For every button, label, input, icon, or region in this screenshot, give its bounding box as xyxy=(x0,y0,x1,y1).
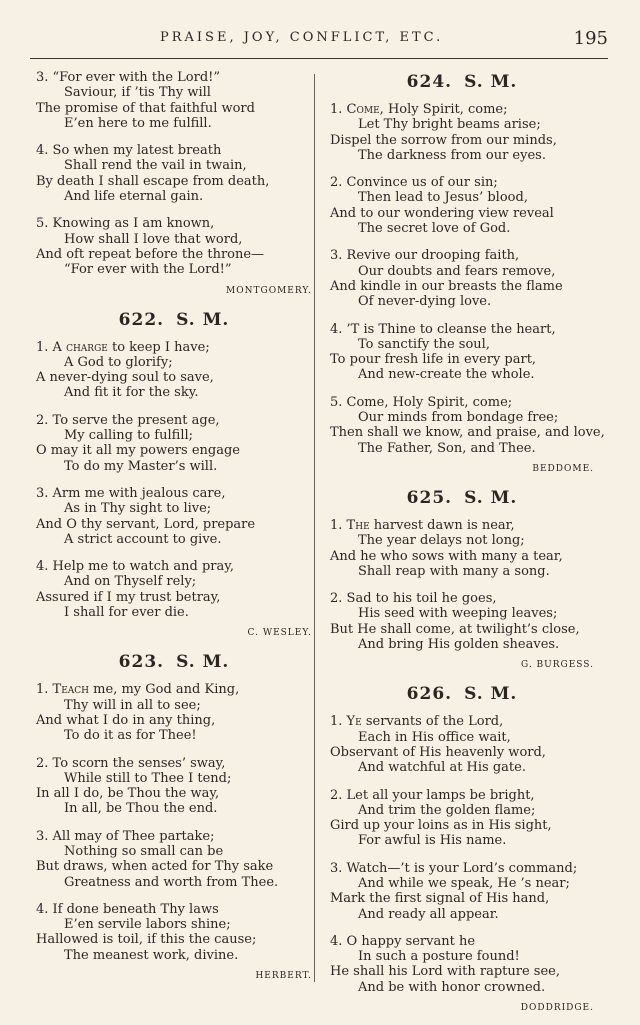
first-word: A charge xyxy=(52,339,108,355)
verse-line: The meanest work, divine. xyxy=(64,947,239,963)
stanza xyxy=(330,714,594,775)
stanza xyxy=(36,413,312,474)
verse-line: And kindle in our breasts the flame xyxy=(330,278,563,294)
verse-line: And on Thyself rely; xyxy=(64,574,197,590)
verse-line: Then shall we know, and praise, and love, xyxy=(330,425,605,441)
stanza-number: 1. xyxy=(36,339,49,355)
hymn-625 xyxy=(330,486,594,672)
author-attribution: G. BURGESS. xyxy=(520,660,594,671)
verse-line: To do it as for Thee! xyxy=(64,728,197,744)
stanza xyxy=(330,102,594,163)
verse-line: While still to Thee I tend; xyxy=(64,770,232,786)
hymn-number: 623. xyxy=(118,652,165,673)
verse-line: A God to glorify; xyxy=(64,354,173,370)
author-attribution: DODDRIDGE. xyxy=(520,1003,594,1014)
verse-line: Then lead to Jesus’ blood, xyxy=(358,190,528,206)
verse-line: How shall I love that word, xyxy=(64,231,243,247)
stanza xyxy=(330,248,594,309)
header-rule xyxy=(30,58,608,59)
verse-line: Thy will in all to see; xyxy=(64,697,201,713)
verse-line: “For ever with the Lord!” xyxy=(64,262,232,278)
first-line-rest: to keep I have; xyxy=(111,339,210,355)
author-attribution: MONTGOMERY. xyxy=(226,285,312,296)
verse-line: But He shall come, at twilight’s close, xyxy=(330,621,580,637)
verse-line: And trim the golden flame; xyxy=(358,802,536,818)
stanza xyxy=(36,70,312,131)
verse-line: Let Thy bright beams arise; xyxy=(358,117,541,133)
verse-line: Greatness and worth from Thee. xyxy=(64,874,279,890)
verse-line: In all I do, be Thou the way, xyxy=(36,786,220,802)
verse-line: Observant of His heavenly word, xyxy=(330,744,546,760)
verse-line: A never-dying soul to save, xyxy=(36,370,214,386)
verse-line: 5. Come, Holy Spirit, come; xyxy=(330,394,513,410)
first-line-rest: servants of the Lord, xyxy=(365,714,504,730)
verse-line: Shall rend the vail in twain, xyxy=(64,158,247,174)
verse-line: 2. To scorn the senses’ sway, xyxy=(36,755,226,771)
stanza xyxy=(36,829,312,890)
running-title: PRAISE, JOY, CONFLICT, ETC. xyxy=(160,30,444,45)
left-column xyxy=(36,70,312,993)
verse-line: 2. To serve the present age, xyxy=(36,412,220,428)
verse-line: The promise of that faithful word xyxy=(36,100,255,116)
verse-line: E’en servile labors shine; xyxy=(64,917,231,933)
verse-line: 3. Watch—’t is your Lord’s command; xyxy=(330,860,578,876)
verse-line: The year delays not long; xyxy=(358,533,525,549)
stanza xyxy=(330,861,594,922)
hymn-number: 625. xyxy=(406,487,453,508)
verse-line: Shall reap with many a song. xyxy=(358,563,550,579)
verse-line: A strict account to give. xyxy=(64,531,222,547)
verse-line: The secret love of God. xyxy=(358,221,511,237)
verse-line: 3. “For ever with the Lord!” xyxy=(36,70,221,85)
verse-line: The Father, Son, and Thee. xyxy=(358,440,536,456)
verse-line: 3. Arm me with jealous care, xyxy=(36,485,226,501)
stanza-number: 1. xyxy=(330,102,343,117)
verse-line: And fit it for the sky. xyxy=(64,385,199,401)
verse-line: 4. O happy servant he xyxy=(330,933,476,949)
verse-line: Hallowed is toil, if this the cause; xyxy=(36,932,257,948)
verse-line: Of never-dying love. xyxy=(358,294,492,310)
stanza-number: 1. xyxy=(330,517,343,533)
verse-line: Assured if I my trust betray, xyxy=(36,589,221,605)
verse-line: 4. Help me to watch and pray, xyxy=(36,559,235,575)
author-attribution: BEDDOME. xyxy=(532,463,594,474)
verse-line: 2. Let all your lamps be bright, xyxy=(330,787,535,803)
hymn-622 xyxy=(36,308,312,641)
hymn-meter: S. M. xyxy=(176,652,230,673)
verse-line xyxy=(36,682,312,697)
page-header xyxy=(0,28,640,54)
verse-line: To do my Master’s will. xyxy=(64,458,218,474)
stanza xyxy=(330,788,594,849)
stanza xyxy=(36,216,312,277)
hymn-624 xyxy=(330,70,605,476)
hymn-title xyxy=(36,308,312,332)
verse-line: And to our wondering view reveal xyxy=(330,205,554,221)
verse-line: And what I do in any thing, xyxy=(36,712,216,728)
page-number: 195 xyxy=(573,28,608,49)
verse-line: Our minds from bondage free; xyxy=(358,410,559,426)
verse-line: Our doubts and fears remove, xyxy=(358,263,556,279)
verse-line: And be with honor crowned. xyxy=(358,979,546,995)
hymn-623 xyxy=(36,650,312,983)
first-word: Ye xyxy=(346,714,362,730)
verse-line: To pour fresh life in every part, xyxy=(330,352,537,368)
stanza xyxy=(330,934,594,995)
verse-line: And new-create the whole. xyxy=(358,367,535,383)
stanza xyxy=(330,394,605,456)
verse-line: 3. Revive our drooping faith, xyxy=(330,248,520,264)
verse-line: Saviour, if ’tis Thy will xyxy=(64,85,211,101)
right-column xyxy=(330,70,605,1025)
hymn-meter: S. M. xyxy=(464,684,518,705)
verse-line: And O thy servant, Lord, prepare xyxy=(36,516,256,532)
stanza xyxy=(36,902,312,963)
verse-line: E’en here to me fulfill. xyxy=(64,115,212,131)
verse-line: 2. Convince us of our sin; xyxy=(330,175,498,191)
hymn-meter: S. M. xyxy=(464,72,518,92)
hymn-626 xyxy=(330,682,594,1015)
verse-line: And ready all appear. xyxy=(358,906,499,922)
verse-line xyxy=(36,340,312,355)
first-line-rest: me, my God and King, xyxy=(93,682,240,698)
verse-line: To sanctify the soul, xyxy=(358,336,490,352)
stanza xyxy=(36,340,312,401)
verse-line: As in Thy sight to live; xyxy=(64,501,212,517)
stanza xyxy=(36,682,312,743)
verse-line: I shall for ever die. xyxy=(64,605,189,621)
verse-line: 2. Sad to his toil he goes, xyxy=(330,591,497,607)
verse-line: My calling to fulfill; xyxy=(64,428,194,444)
stanza-number: 1. xyxy=(36,682,49,698)
verse-line xyxy=(330,518,594,533)
verse-line: His seed with weeping leaves; xyxy=(358,606,558,622)
verse-line: Each in His office wait, xyxy=(358,729,511,745)
verse-line: And life eternal gain. xyxy=(64,189,204,205)
verse-line: But draws, when acted for Thy sake xyxy=(36,859,274,875)
column-divider xyxy=(314,74,315,982)
stanza xyxy=(330,322,594,383)
stanza-number: 1. xyxy=(330,714,343,730)
first-line-rest: harvest dawn is near, xyxy=(373,517,515,533)
verse-line: He shall his Lord with rapture see, xyxy=(330,964,560,980)
verse-line: And oft repeat before the throne— xyxy=(36,246,265,262)
hymn-621-continued xyxy=(36,70,312,298)
stanza xyxy=(330,518,594,579)
verse-line xyxy=(330,102,594,117)
verse-line: 3. All may of Thee partake; xyxy=(36,828,215,844)
hymn-title xyxy=(330,70,594,94)
verse-line: By death I shall escape from death, xyxy=(36,173,270,189)
hymn-title xyxy=(36,650,312,674)
verse-line: The darkness from our eyes. xyxy=(358,147,546,163)
verse-line: 4. If done beneath Thy laws xyxy=(36,901,219,917)
verse-line: 4. ’T is Thine to cleanse the heart, xyxy=(330,321,556,337)
hymn-title xyxy=(330,682,594,706)
hymn-number: 624. xyxy=(406,72,453,92)
verse-line: Dispel the sorrow from our minds, xyxy=(330,132,557,148)
verse-line: In all, be Thou the end. xyxy=(64,801,218,817)
hymn-number: 626. xyxy=(406,684,453,705)
verse-line: O may it all my powers engage xyxy=(36,443,241,459)
verse-line: And bring His golden sheaves. xyxy=(358,637,560,653)
verse-line: Mark the first signal of His hand, xyxy=(330,891,550,907)
stanza xyxy=(36,756,312,817)
verse-line: 5. Knowing as I am known, xyxy=(36,216,215,232)
first-line-rest: Holy Spirit, come; xyxy=(387,102,508,117)
verse-line: Gird up your loins as in His sight, xyxy=(330,818,552,834)
stanza xyxy=(330,591,594,652)
first-word: The xyxy=(346,517,370,533)
hymn-meter: S. M. xyxy=(176,309,230,330)
verse-line: In such a posture found! xyxy=(358,949,520,965)
stanza xyxy=(36,143,312,204)
hymn-meter: S. M. xyxy=(464,487,518,508)
author-attribution: HERBERT. xyxy=(255,971,312,982)
verse-line xyxy=(330,714,594,729)
verse-line: And he who sows with many a tear, xyxy=(330,548,563,564)
hymn-number: 622. xyxy=(118,309,165,330)
first-word: Teach xyxy=(52,682,90,698)
verse-line: And while we speak, He ’s near; xyxy=(358,875,570,891)
verse-line: And watchful at His gate. xyxy=(358,760,526,776)
verse-line: Nothing so small can be xyxy=(64,843,224,859)
first-word: Come, xyxy=(346,102,384,117)
verse-line: 4. So when my latest breath xyxy=(36,143,222,159)
stanza xyxy=(330,175,594,236)
verse-line: For awful is His name. xyxy=(358,833,507,849)
hymn-title xyxy=(330,486,594,510)
author-attribution: C. WESLEY. xyxy=(247,628,312,639)
stanza xyxy=(36,486,312,547)
stanza xyxy=(36,559,312,620)
